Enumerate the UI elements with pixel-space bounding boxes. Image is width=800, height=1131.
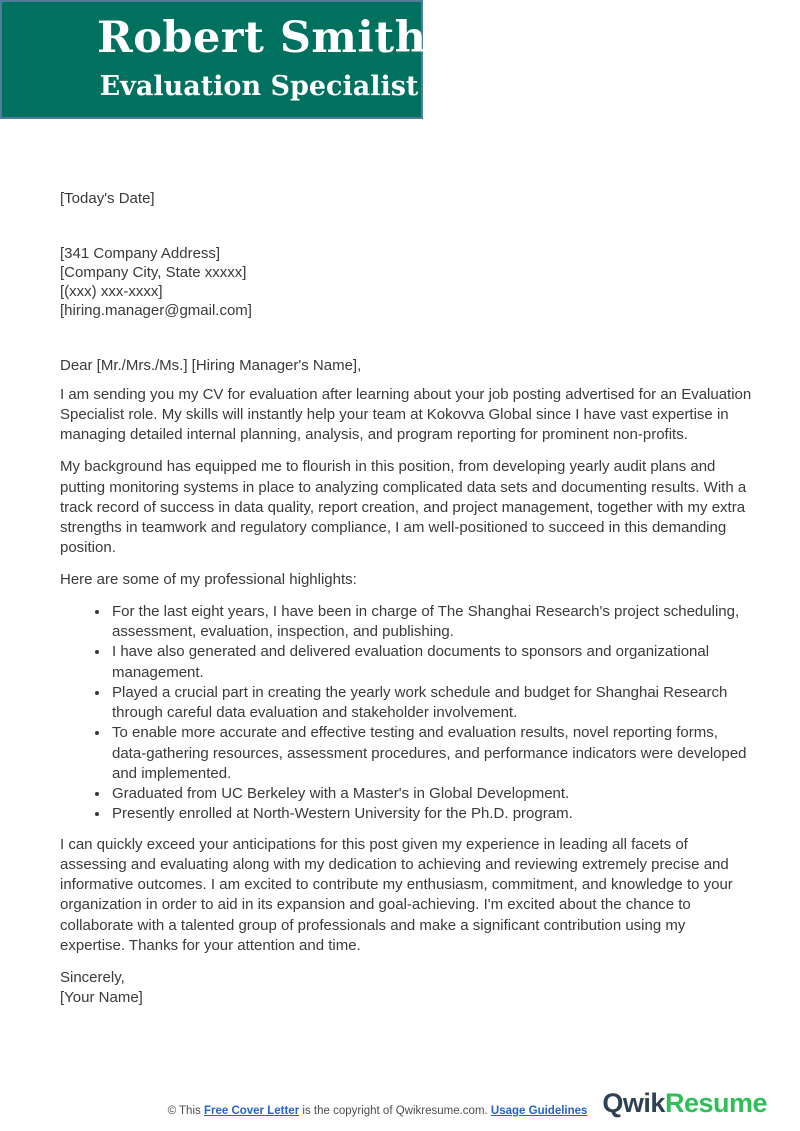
signoff: Sincerely, (60, 969, 125, 986)
highlight-item: • Graduated from UC Berkeley with a Master's in Global Development. (110, 784, 752, 804)
copyright-prefix: © This (167, 1104, 204, 1117)
highlight-item: • To enable more accurate and effective testing and evaluation results, novel reporting forms, data-gathering resources, assessment procedures, and performance indicators were developed and implemented. (110, 723, 752, 784)
logo-text-qwik: Qwik (602, 1087, 665, 1118)
address-line: [Company City, State xxxxx] (60, 264, 247, 281)
usage-guidelines-link[interactable]: Usage Guidelines (490, 1104, 588, 1117)
candidate-name: Robert Smith (97, 13, 427, 63)
free-cover-letter-link[interactable]: Free Cover Letter (203, 1104, 300, 1117)
signoff-block (60, 968, 752, 1009)
address-line: [(xxx) xxx-xxxx] (60, 282, 163, 300)
letter-body (60, 189, 752, 1009)
paragraph-background: My background has equipped me to flourish in this position, from developing yearly audit plans and putting monitoring systems in place to analyzing complicated data sets and documenting results. With a track record of success in data quality, report creation, and project management, together with my extra strengths in teamwork and regulatory compliance, I am well-positioned to succeed in this demanding position. (60, 458, 747, 557)
salutation: Dear [Mr./Mrs./Ms.] [Hiring Manager's Name], (60, 357, 362, 375)
address-line: [341 Company Address] (60, 245, 221, 263)
copyright-middle: is the copyright of Qwikresume.com. (299, 1104, 491, 1117)
paragraph-highlights-lead: Here are some of my professional highlights: (60, 570, 357, 588)
highlight-item: • Presently enrolled at North-Western University for the Ph.D. program. (110, 804, 752, 824)
highlight-item: • Played a crucial part in creating the yearly work schedule and budget for Shanghai Research through careful data evaluation and stakeholder involvement. (110, 683, 752, 724)
logo-text-resume: Resume (664, 1087, 767, 1118)
paragraph-intro: I am sending you my CV for evaluation after learning about your job posting advertised for an Evaluation Specialist role. My skills will instantly help your team at Kokovva Global since I have vast expertise in managing detailed internal planning, analysis, and program reporting for prominent non-profits. (60, 385, 752, 443)
paragraph-closing: I can quickly exceed your anticipations for this post given my experience in leading all facets of assessing and evaluating along with my dedication to achieving and reviewing extremely precise and informative outcomes. I am excited to contribute my enthusiasm, commitment, and knowledge to your organization in order to aid in its expansion and goal-achieving. I'm excited about the chance to collaborate with a talented group of professionals and make a significant contribution using my expertise. Thanks for your attention and time. (60, 835, 733, 954)
qwikresume-logo (602, 1085, 767, 1121)
page-footer (0, 1087, 800, 1119)
signature-placeholder: [Your Name] (60, 989, 143, 1007)
highlight-item: • I have also generated and delivered evaluation documents to sponsors and organizational management. (110, 642, 752, 683)
address-line: [hiring.manager@gmail.com] (60, 301, 252, 319)
highlights-list (60, 602, 752, 825)
letter-header (0, 0, 427, 119)
candidate-job-title: Evaluation Specialist (99, 71, 419, 102)
address-block (60, 245, 752, 320)
highlight-item: • For the last eight years, I have been in charge of The Shanghai Research's project scheduling, assessment, evaluation, inspection, and publishing. (110, 602, 752, 643)
date-placeholder: [Today's Date] (60, 190, 155, 207)
